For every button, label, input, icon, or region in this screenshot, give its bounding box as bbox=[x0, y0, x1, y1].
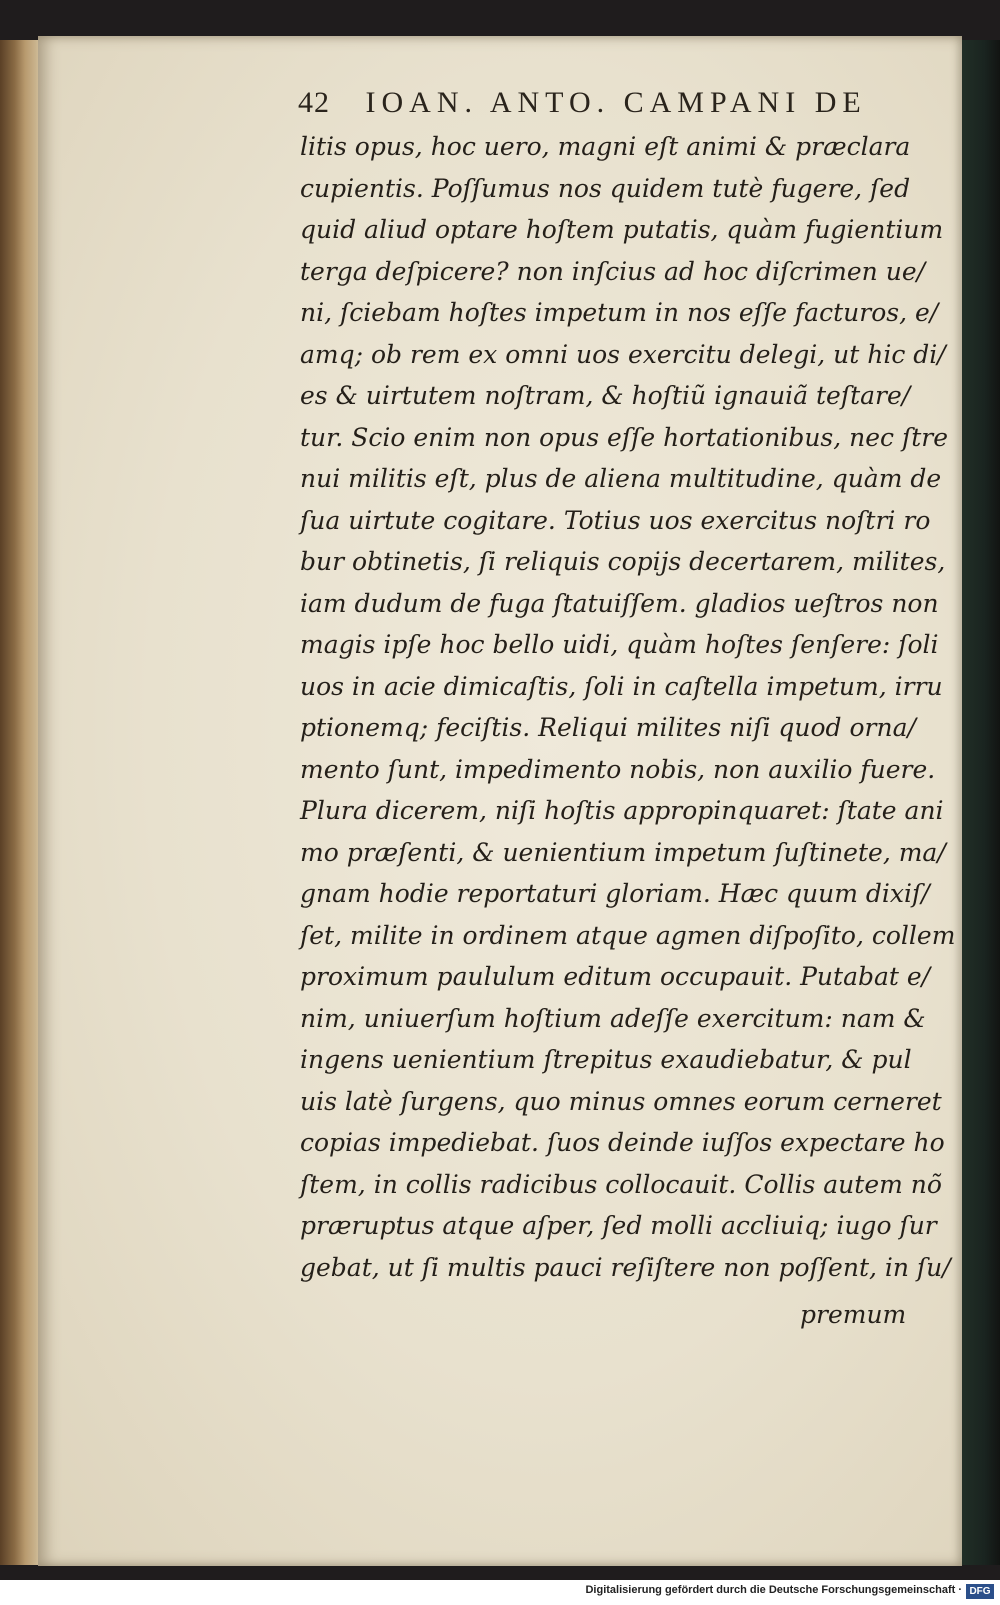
text-line: nim, uniuerſum hoſtium adeſſe exercitum: nam & bbox=[300, 1003, 926, 1033]
text-line: es & uirtutem noſtram, & hoſtiũ ignauiã teſtare/ bbox=[300, 381, 911, 410]
text-line: nui militis eſt, plus de aliena multitudine, quàm de bbox=[300, 464, 942, 493]
text-line: amq; ob rem ex omni uos exercitu delegi, ut hic di/ bbox=[300, 339, 946, 369]
text-line: uos in acie dimicaſtis, ſoli in caſtella impetum, irru bbox=[300, 671, 943, 701]
funding-credit: Digitalisierung gefördert durch die Deutsche Forschungsgemeinschaft · bbox=[585, 1584, 962, 1596]
text-line: præruptus atque aſper, ſed molli accliuiq; iugo ſur bbox=[300, 1211, 937, 1240]
text-line: litis opus, hoc uero, magni eſt animi & præclara bbox=[300, 132, 911, 161]
text-line: ſua uirtute cogitare. Totius uos exercitus noſtri ro bbox=[300, 505, 931, 535]
text-line: ſtem, in collis radicibus collocauit. Collis autem nõ bbox=[300, 1169, 942, 1199]
text-line: ni, ſciebam hoſtes impetum in nos eſſe facturos, e/ bbox=[300, 298, 939, 327]
text-line: magis ipſe hoc bello uidi, quàm hoſtes ſenſere: ſoli bbox=[300, 630, 939, 659]
text-line: ſet, milite in ordinem atque agmen diſpoſito, collem bbox=[300, 920, 956, 950]
text-line: iam dudum de fuga ſtatuiſſem. gladios ueſtros non bbox=[300, 588, 939, 618]
text-line: gnam hodie reportaturi gloriam. Hæc quum dixiſ/ bbox=[300, 879, 930, 908]
digitization-footer bbox=[0, 1580, 1000, 1605]
text-line: quid aliud optare hoſtem putatis, quàm fugientium bbox=[300, 215, 944, 244]
dfg-logo: DFG bbox=[966, 1584, 994, 1599]
text-line: proximum paululum editum occupauit. Putabat e/ bbox=[300, 962, 931, 991]
text-line: terga deſpicere? non inſcius ad hoc diſcrimen ue/ bbox=[300, 256, 926, 286]
book-spine-edge bbox=[0, 40, 42, 1565]
text-line: Plura dicerem, niſi hoſtis appropinquaret: ſtate ani bbox=[300, 796, 944, 825]
facing-page-edge bbox=[960, 40, 1000, 1565]
catchword: premum bbox=[800, 1300, 907, 1329]
text-line: gebat, ut ſi multis pauci reſiſtere non poſſent, in ſu/ bbox=[300, 1252, 951, 1282]
running-header bbox=[298, 86, 878, 120]
body-text bbox=[300, 126, 956, 1288]
text-line: ingens uenientium ſtrepitus exaudiebatur, & pul bbox=[300, 1045, 912, 1074]
text-line: uis latè ſurgens, quo minus omnes eorum cerneret bbox=[300, 1086, 942, 1116]
text-line: ptionemq; feciſtis. Reliqui milites niſi quod orna/ bbox=[300, 713, 916, 742]
text-line: cupientis. Poſſumus nos quidem tutè fugere, ſed bbox=[300, 173, 911, 203]
text-line: bur obtinetis, ſi reliquis copijs decertarem, milites, bbox=[300, 547, 946, 576]
text-line: copias impediebat. ſuos deinde iuſſos expectare ho bbox=[300, 1128, 945, 1157]
running-title: IOAN. ANTO. CAMPANI DE bbox=[365, 86, 867, 119]
text-line: mo præſenti, & uenientium impetum ſuſtinete, ma/ bbox=[300, 837, 946, 867]
text-line: mento ſunt, impedimento nobis, non auxilio fuere. bbox=[300, 754, 936, 784]
text-line: tur. Scio enim non opus eſſe hortationibus, nec ſtre bbox=[300, 422, 949, 452]
page-number: 42 bbox=[298, 86, 330, 119]
